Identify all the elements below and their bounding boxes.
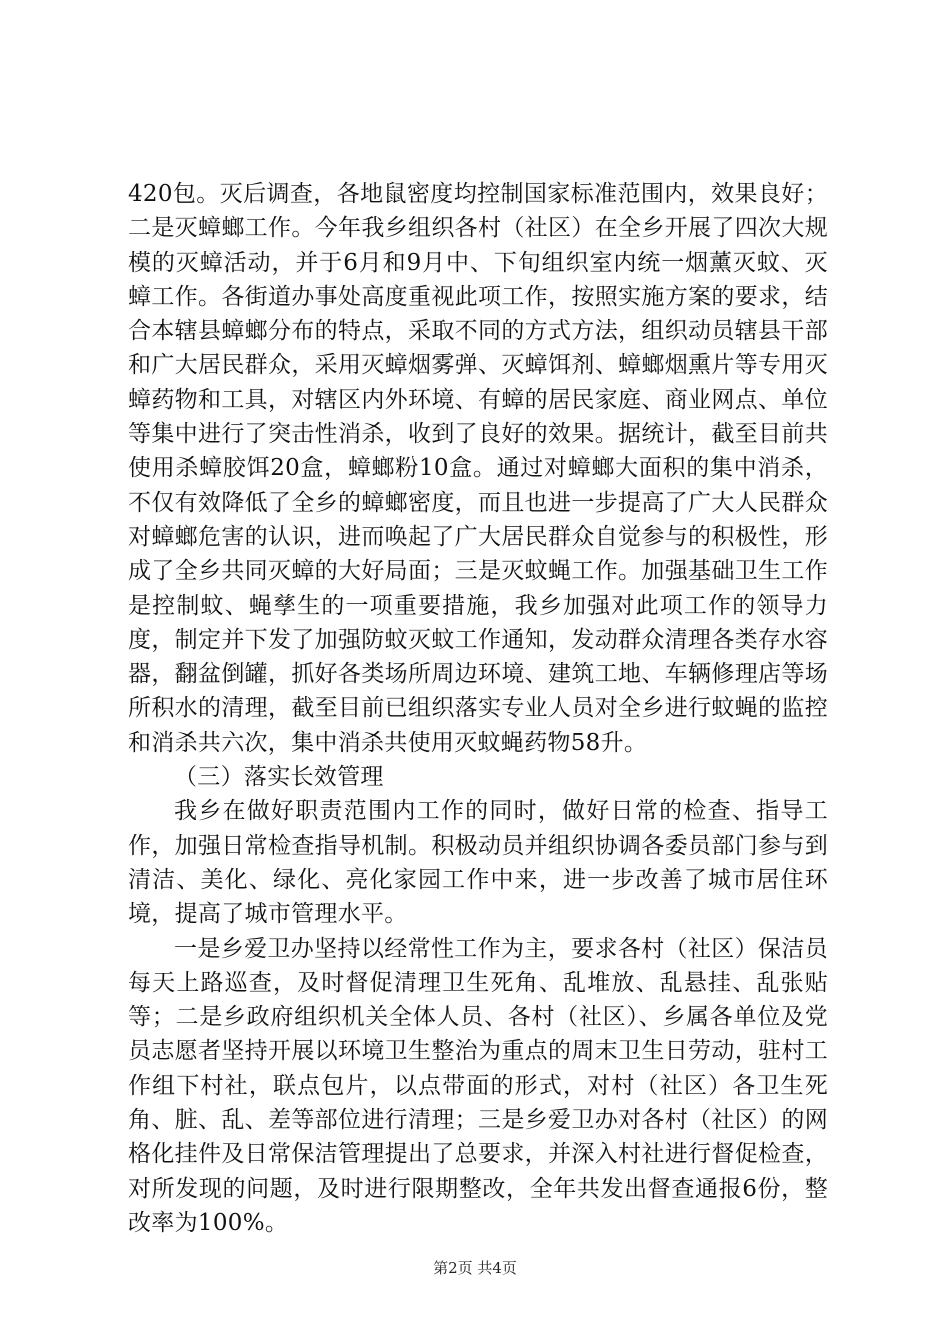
paragraph-rodent-cockroach-mosquito-control: 420包。灭后调查，各地鼠密度均控制国家标准范围内，效果良好；二是灭蟑螂工作。今年我乡组织各村（社区）在全乡开展了四次大规模的灭蟑活动，并于6月和9月中、下旬组织室内统一烟薰灭蚊、灭蟑工作。各街道办事处高度重视此项工作，按照实施方案的要求，结合本辖县蟑螂分布的特点，采取不同的方式方法，组织动员辖县干部和广大居民群众，采用灭蟑烟雾弹、灭蟑饵剂、蟑螂烟熏片等专用灭蟑药物和工具，对辖区内外环境、有蟑的居民家庭、商业网点、单位等集中进行了突击性消杀，收到了良好的效果。据统计，截至目前共使用杀蟑胶饵20盒，蟑螂粉10盒。通过对蟑螂大面积的集中消杀，不仅有效降低了全乡的蟑螂密度，而且也进一步提高了广大人民群众对蟑螂危害的认识，进而唤起了广大居民群众自觉参与的积极性，形成了全乡共同灭蟑的大好局面；三是灭蚊蝇工作。加强基础卫生工作是控制蚊、蝇孳生的一项重要措施，我乡加强对此项工作的领导力度，制定并下发了加强防蚊灭蚊工作通知，发动群众清理各类存水容器，翻盆倒罐，抓好各类场所周边环境、建筑工地、车辆修理店等场所积水的清理，截至目前已组织落实专业人员对全乡进行蚊蝇的监控和消杀共六次，集中消杀共使用灭蚊蝇药物58升。 — [128, 181, 828, 756]
page-number-footer: 第2页 共4页 — [433, 1259, 517, 1277]
paragraph-daily-inspection: 我乡在做好职责范围内工作的同时，做好日常的检查、指导工作，加强日常检查指导机制。积极动员并组织协调各委员部门参与到清洁、美化、绿化、亮化家园工作中来，进一步改善了城市居住环境，提高了城市管理水平。 — [128, 798, 828, 928]
document-body — [128, 177, 828, 1240]
section-heading-long-term-management: （三）落实长效管理 — [174, 764, 384, 791]
paragraph-patriotic-health-office-measures: 一是乡爱卫办坚持以经常性工作为主，要求各村（社区）保洁员每天上路巡查，及时督促清理卫生死角、乱堆放、乱悬挂、乱张贴等；二是乡政府组织机关全体人员、各村（社区）、乡属各单位及党员志愿者坚持开展以环境卫生整治为重点的周末卫生日劳动，驻村工作组下村社，联点包片，以点带面的形式，对村（社区）各卫生死角、脏、乱、差等部位进行清理；三是乡爱卫办对各村（社区）的网格化挂件及日常保洁管理提出了总要求，并深入村社进行督促检查，对所发现的问题，及时进行限期整改，全年共发出督查通报6份，整改率为100%。 — [128, 935, 828, 1236]
